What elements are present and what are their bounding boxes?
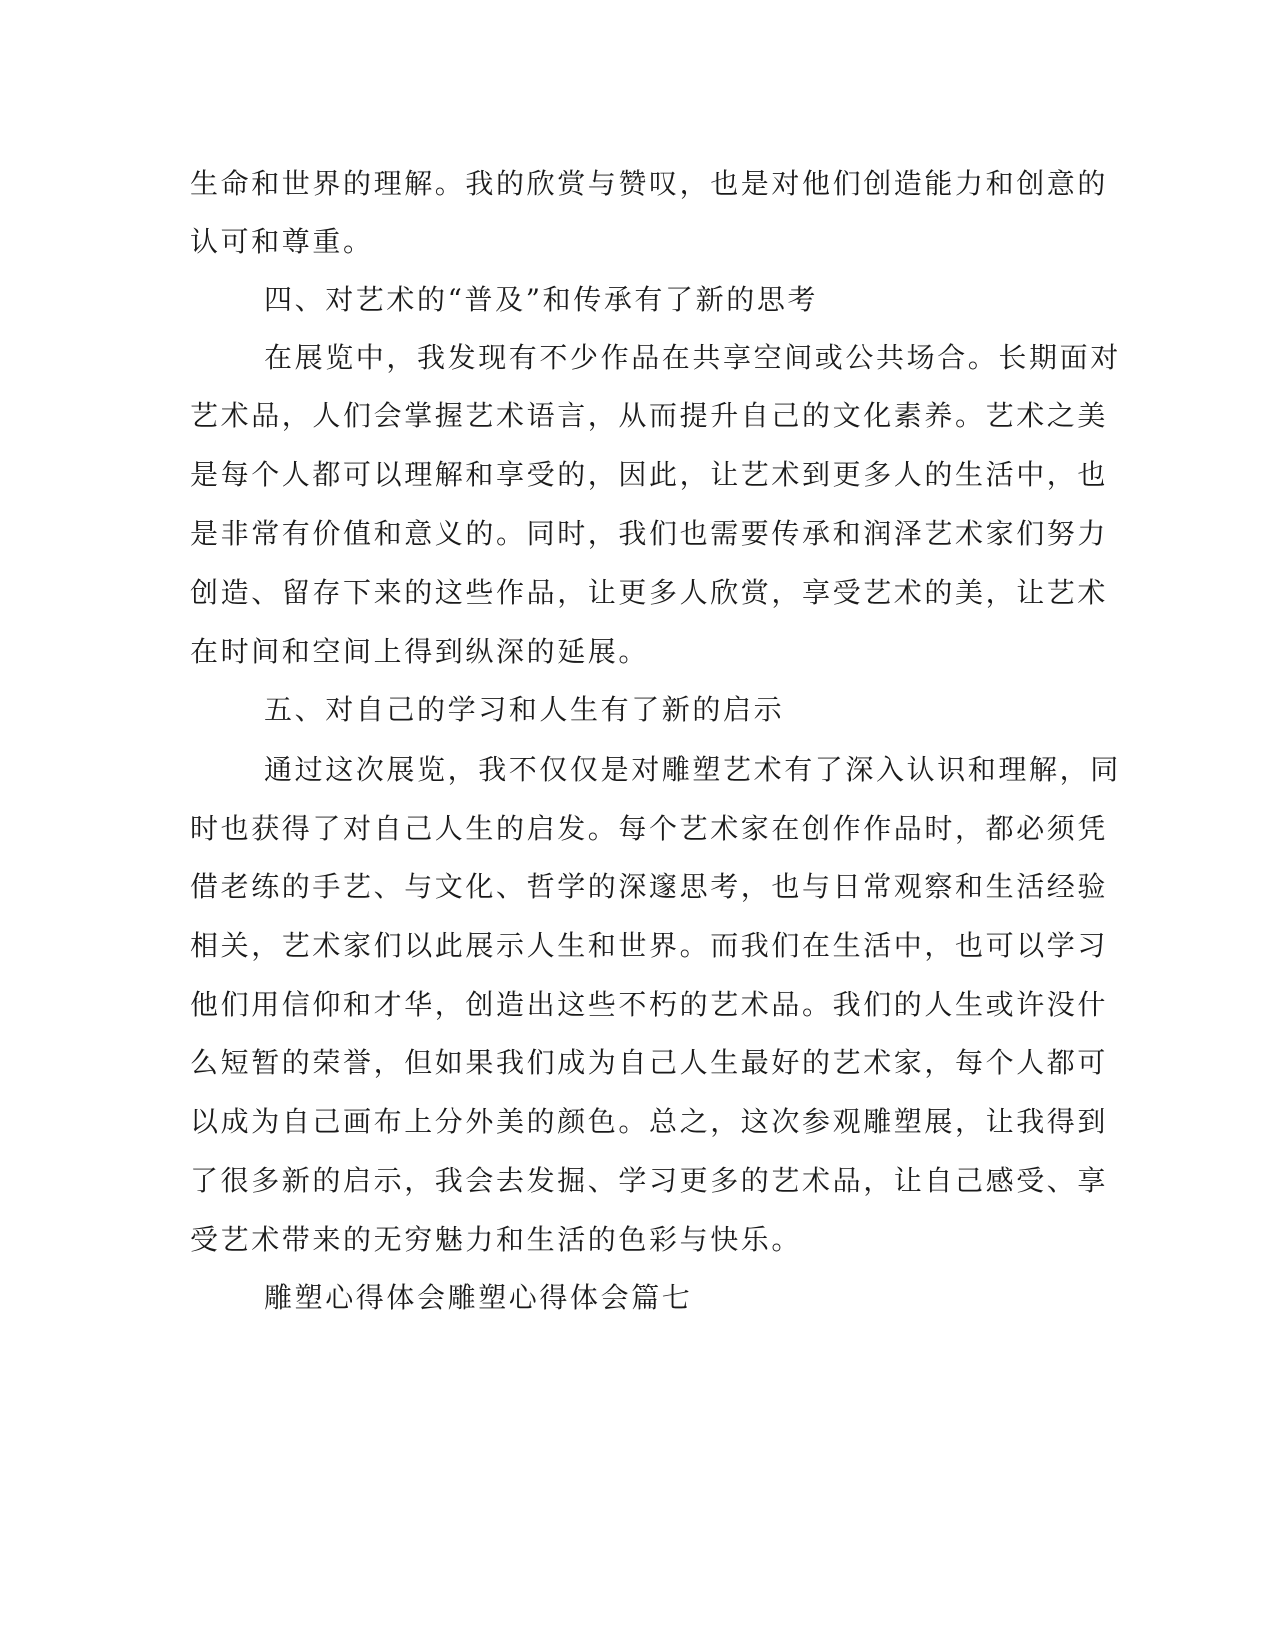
paragraph-line: 是每个人都可以理解和享受的，因此，让艺术到更多人的生活中，也: [190, 458, 1109, 491]
paragraph-line: 么短暂的荣誉，但如果我们成为自己人生最好的艺术家，每个人都可: [190, 1046, 1109, 1079]
paragraph-line: 在展览中，我发现有不少作品在共享空间或公共场合。长期面对: [264, 341, 1121, 374]
paragraph-line: 生命和世界的理解。我的欣赏与赞叹，也是对他们创造能力和创意的: [190, 167, 1109, 200]
paragraph-line: 受艺术带来的无穷魅力和生活的色彩与快乐。: [190, 1223, 803, 1256]
paragraph-line: 在时间和空间上得到纵深的延展。: [190, 635, 650, 668]
paragraph-line: 了很多新的启示，我会去发掘、学习更多的艺术品，让自己感受、享: [190, 1164, 1109, 1197]
paragraph-line: 借老练的手艺、与文化、哲学的深邃思考，也与日常观察和生活经验: [190, 870, 1109, 903]
paragraph-line: 以成为自己画布上分外美的颜色。总之，这次参观雕塑展，让我得到: [190, 1105, 1109, 1138]
paragraph-line: 创造、留存下来的这些作品，让更多人欣赏，享受艺术的美，让艺术: [190, 576, 1109, 609]
paragraph-line: 是非常有价值和意义的。同时，我们也需要传承和润泽艺术家们努力: [190, 517, 1109, 550]
paragraph-line: 通过这次展览，我不仅仅是对雕塑艺术有了深入认识和理解，同: [264, 753, 1121, 786]
paragraph-line: 他们用信仰和才华，创造出这些不朽的艺术品。我们的人生或许没什: [190, 988, 1109, 1021]
paragraph-line: 认可和尊重。: [190, 225, 374, 258]
paragraph-line: 艺术品，人们会掌握艺术语言，从而提升自己的文化素养。艺术之美: [190, 399, 1109, 432]
paragraph-line: 相关，艺术家们以此展示人生和世界。而我们在生活中，也可以学习: [190, 929, 1109, 962]
section-heading: 四、对艺术的“普及”和传承有了新的思考: [264, 283, 819, 316]
paragraph-line: 时也获得了对自己人生的启发。每个艺术家在创作作品时，都必须凭: [190, 812, 1109, 845]
section-heading: 五、对自己的学习和人生有了新的启示: [264, 693, 785, 726]
section-title: 雕塑心得体会雕塑心得体会篇七: [264, 1281, 693, 1314]
